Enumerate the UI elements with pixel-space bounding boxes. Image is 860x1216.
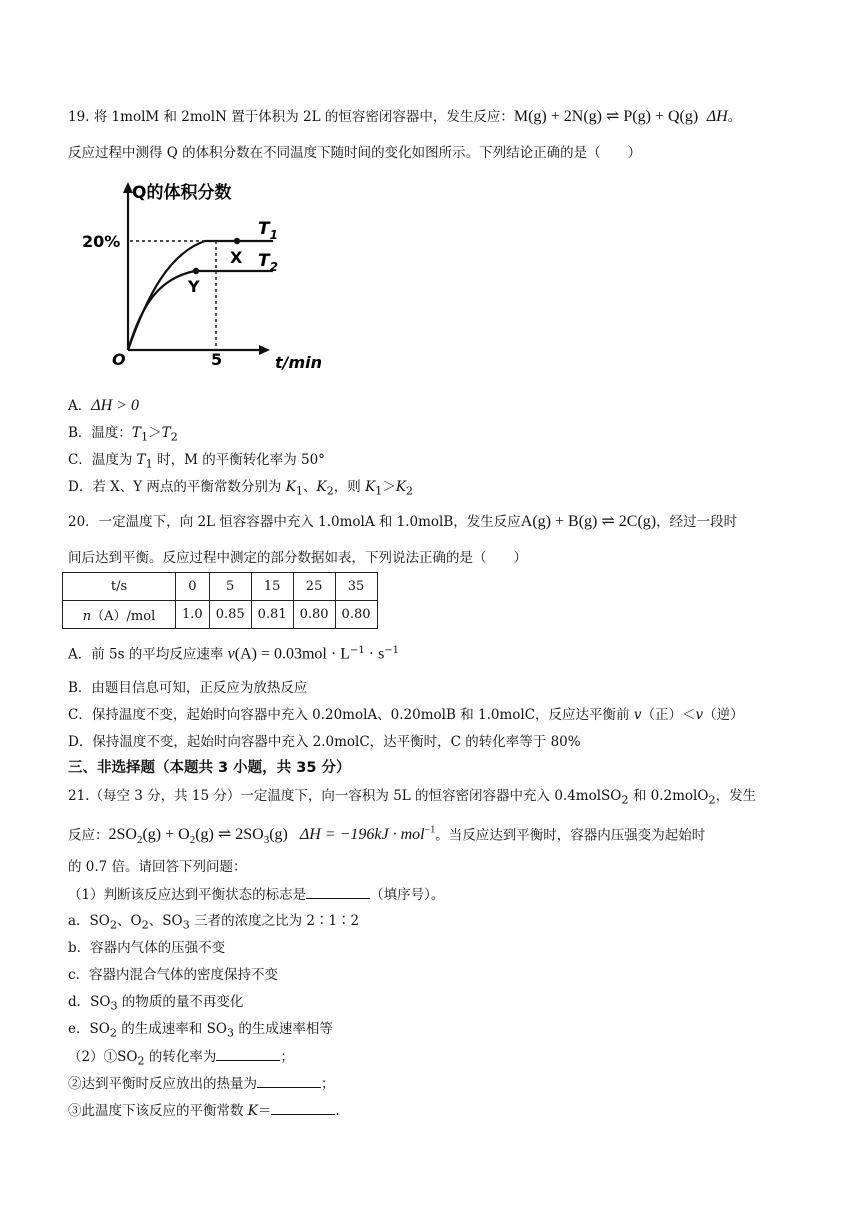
q19-stem-line2: 反应过程中测得 Q 的体积分数在不同温度下随时间的变化如图所示。下列结论正确的是（ ） (68, 145, 642, 161)
q19-option-b: B．温度：$T_1>T_2$ (68, 425, 178, 444)
q19-stem-line1: 19. 将 1molM 和 2molN 置于体积为 2L 的恒容密闭容器中，发生反应：M(g) + 2N(g) ⇌ P(g) + Q(g) ΔH。 (68, 108, 742, 125)
graph-x-label: t/min (275, 353, 323, 372)
q20-option-b: B．由题目信息可知，正反应为放热反应 (68, 680, 308, 696)
table-cell: 0.81 (251, 601, 293, 629)
table-row (63, 573, 378, 601)
section-3-heading: 三、非选择题（本题共 3 小题，共 35 分） (68, 760, 351, 776)
q21-part-2-1: $(2)①SO_2$ 的转化率为 ； (68, 1046, 294, 1072)
q19-option-a: A．ΔH > 0 (68, 397, 139, 414)
table-header-time: t/s (63, 573, 176, 601)
table-cell: 1.0 (176, 601, 210, 629)
answer-blank[interactable] (216, 1046, 280, 1061)
q21-part-1: （1）判断该反应达到平衡状态的标志是 （填序号）。 (68, 884, 444, 905)
q19-option-d: D．若 X、Y 两点的平衡常数分别为 $K_1$、$K_2$，则 $K_1>K_2$ (68, 479, 414, 498)
q21-stem-line2: 反应：$2SO_2(g) + O_2(g)$ ⇌ $2SO_3(g)$ ΔH = −196kJ · mol$^{-1}$。当反应达到平衡时，容器内压强变为起始时 (68, 825, 706, 847)
graph-curve-t1 (128, 241, 273, 350)
q20-option-d: D．保持温度不变，起始时向容器中充入 2.0molC，达平衡时，C 的转化率等于 80% (68, 734, 581, 750)
answer-blank[interactable] (271, 1100, 335, 1115)
q21-equation: $2SO_2(g) + O_2(g)$ ⇌ $2SO_3(g)$ ΔH = −196kJ · mol$^{-1}$ (108, 825, 436, 847)
answer-blank[interactable] (257, 1073, 321, 1088)
q21-option-b: b．容器内气体的压强不变 (68, 940, 226, 956)
graph-y-tick-20: 20% (82, 232, 121, 251)
q21-part-2-3: ③此温度下该反应的平衡常数 K＝ . (68, 1100, 340, 1121)
q21-option-c: c．容器内混合气体的密度保持不变 (68, 967, 279, 983)
graph-x-tick-5: 5 (211, 350, 223, 369)
q19-option-c: C．温度为 $T_1$ 时，M 的平衡转化率为 50° (68, 452, 325, 471)
graph-curve-t1-label: $T_1$ (258, 219, 278, 242)
q20-option-c: C．保持温度不变，起始时向容器中充入 0.20molA、0.20molB 和 1.0molC，反应达平衡前 v（正）＜v（逆） (68, 707, 744, 723)
table-cell: 25 (293, 573, 335, 601)
table-row (63, 601, 378, 629)
table-cell: 0 (176, 573, 210, 601)
graph-point-y (193, 268, 199, 274)
table-cell: 35 (335, 573, 377, 601)
table-cell: 5 (209, 573, 251, 601)
graph-origin-label: O (112, 350, 126, 369)
graph-curve-t2-label: $T_2$ (258, 251, 278, 274)
q21-option-d: d．$SO_3$ 的物质的量不再变化 (68, 994, 244, 1013)
q20-stem-line1: 20．一定温度下，向 2L 恒容容器中充入 1.0molA 和 1.0molB，发生反应A(g) + B(g) ⇌ 2C(g)，经过一段时 (68, 513, 738, 530)
q20-equation: A(g) + B(g) ⇌ 2C(g) (520, 513, 657, 530)
answer-blank[interactable] (306, 884, 370, 899)
q21-part-2-2: ②达到平衡时反应放出的热量为 ； (68, 1073, 335, 1094)
q21-option-e: e．$SO_2$ 的生成速率和 $SO_3$ 的生成速率相等 (68, 1021, 333, 1040)
table-cell: 0.80 (335, 601, 377, 629)
graph-y-label: Q的体积分数 (132, 183, 232, 203)
table-header-amount: n（A）/mol (63, 601, 176, 629)
q19-equation: M(g) + 2N(g) ⇌ P(g) + Q(g) (513, 108, 699, 125)
q20-data-table (62, 572, 378, 629)
q20-option-a: A．前 5s 的平均反应速率 $v(A) = 0.03mol \cdot L^{-1} \cdot s^{-1}$ (68, 645, 400, 663)
q20-stem-line2: 间后达到平衡。反应过程中测定的部分数据如表，下列说法正确的是（ ） (68, 550, 527, 566)
table-cell: 0.80 (293, 601, 335, 629)
graph-point-x (234, 238, 240, 244)
q21-option-a: a．$SO_2$、$O_2$、$SO_3$ 三者的浓度之比为 2∶1∶2 (68, 913, 360, 932)
graph-point-x-label: X (230, 248, 243, 267)
q21-stem-line3: 的 0.7 倍。请回答下列问题： (68, 859, 247, 875)
q21-stem-line1: 21.（每空 3 分，共 15 分）一定温度下，向一容积为 5L 的恒容密闭容器中充入 0.4molSO$_2$ 和 0.2molO$_2$，发生 (68, 788, 757, 807)
graph-point-y-label: Y (188, 277, 200, 296)
table-cell: 0.85 (209, 601, 251, 629)
table-cell: 15 (251, 573, 293, 601)
graph-curve-t2 (128, 271, 273, 350)
graph-x-arrow-icon (259, 345, 270, 355)
q19-graph (70, 178, 330, 373)
q19-enthalpy-symbol: ΔH (706, 108, 728, 125)
